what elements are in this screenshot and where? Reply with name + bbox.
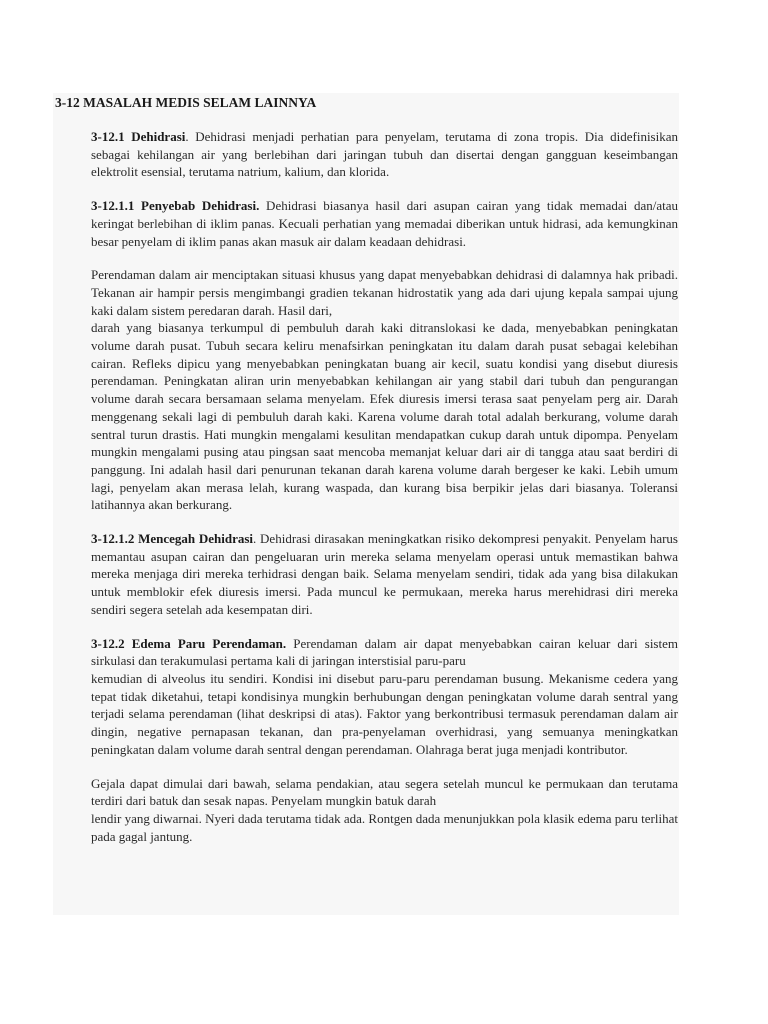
- paragraph-gejala: [91, 775, 678, 846]
- document-body: [91, 128, 678, 861]
- paragraph-text: Gejala dapat dimulai dari bawah, selama pendakian, atau segera setelah muncul ke permukaan dan terutama terdiri dari batuk dan sesak napas. Penyelam mungkin batuk darah: [91, 775, 678, 809]
- paragraph-text: . Dehidrasi dirasakan meningkatkan risiko dekompresi penyakit. Penyelam harus memantau asupan cairan dan pengeluaran urin mereka selama menyelam operasi untuk memastikan bahwa mereka menjaga diri mereka terhidrasi dengan baik. Selama menyelam sendiri, tidak ada yang bisa dilakukan untuk memblokir efek diuresis imersi. Pada muncul ke permukaan, mereka harus merehidrasi diri mereka sendiri segera setelah ada kesempatan diri.: [91, 531, 678, 617]
- paragraph-edema-paru: [91, 635, 678, 759]
- paragraph-mencegah-dehidrasi: [91, 530, 678, 619]
- paragraph-heading: 3-12.1 Dehidrasi: [91, 129, 186, 144]
- paragraph-text-continued: kemudian di alveolus itu sendiri. Kondisi ini disebut paru-paru perendaman busung. Mekanisme cedera yang tepat tidak diketahui, tetapi kondisinya mungkin berhubungan dengan peningkatan volume darah sentral yang terjadi selama perendaman (lihat deskripsi di atas). Faktor yang berkontribusi termasuk perendaman dalam air dingin, negative pernapasan tekanan, dan pra-penyelaman overhidrasi, yang semuanya meningkatkan peningkatan dalam volume darah sentral dengan perendaman. Olahraga berat juga menjadi kontributor.: [91, 670, 678, 757]
- section-title: 3-12 MASALAH MEDIS SELAM LAINNYA: [55, 95, 317, 110]
- paragraph-text-continued: darah yang biasanya terkumpul di pembuluh darah kaki ditranslokasi ke dada, menyebabkan peningkatan volume darah pusat. Tubuh secara keliru menafsirkan peningkatan itu dalam darah pusat sebagai kelebihan cairan. Refleks dipicu yang menyebabkan peningkatan buang air kecil, suatu kondisi yang disebut diuresis perendaman. Peningkatan aliran urin menyebabkan kehilangan air yang stabil dari tubuh dan pengurangan volume darah secara bersamaan selama menyelam. Efek diuresis imersi terasa saat penyelam perg air. Darah menggenang sekali lagi di pembuluh darah kaki. Karena volume darah total adalah berkurang, volume darah sentral turun drastis. Hati mungkin mengalami kesulitan mendapatkan cukup darah untuk dipompa. Penyelam mungkin mengalami pusing atau pingsan saat mencoba memanjat keluar dari air di tangga atau saat berdiri di panggung. Ini adalah hasil dari penurunan tekanan darah karena volume darah bergeser ke kaki. Lebih umum lagi, penyelam akan merasa lelah, kurang waspada, dan kurang bisa berpikir jelas dari biasanya. Toleransi latihannya akan berkurang.: [91, 320, 678, 513]
- paragraph-perendaman: [91, 266, 678, 514]
- paragraph-text: . Dehidrasi menjadi perhatian para penyelam, terutama di zona tropis. Dia didefinisikan sebagai kehilangan air yang berlebihan dari jaringan tubuh dan disertai dengan gangguan keseimbangan elektrolit esensial, terutama natrium, kalium, dan klorida.: [91, 129, 678, 180]
- paragraph-heading: 3-12.1.2 Mencegah Dehidrasi: [91, 531, 254, 547]
- paragraph-text-continued: lendir yang diwarnai. Nyeri dada terutama tidak ada. Rontgen dada menunjukkan pola klasik edema paru terlihat pada gagal jantung.: [91, 810, 678, 844]
- paragraph-text: Dehidrasi biasanya hasil dari asupan cairan yang tidak memadai dan/atau keringat berlebihan di iklim panas. Kecuali perhatian yang memadai diberikan untuk hidrasi, ada kemungkinan besar penyelam di iklim panas akan masuk air dalam keadaan dehidrasi.: [91, 198, 679, 249]
- paragraph-heading: 3-12.2 Edema Paru Perendaman.: [91, 635, 287, 651]
- paragraph-text: Perendaman dalam air dapat menyebabkan cairan keluar dari sistem sirkulasi dan terakumulasi pertama kali di jaringan interstisial paru-paru: [91, 635, 678, 669]
- paragraph-heading: 3-12.1.1 Penyebab Dehidrasi.: [91, 198, 260, 214]
- paragraph-dehidrasi: [91, 128, 678, 181]
- paragraph-text: Perendaman dalam air menciptakan situasi khusus yang dapat menyebabkan dehidrasi di dalamnya hak pribadi. Tekanan air hampir persis mengimbangi gradien tekanan hidrostatik yang ada dari ujung kepala sampai ujung kaki dalam sistem peredaran darah. Hasil dari,: [91, 267, 678, 318]
- paragraph-penyebab-dehidrasi: [91, 197, 678, 250]
